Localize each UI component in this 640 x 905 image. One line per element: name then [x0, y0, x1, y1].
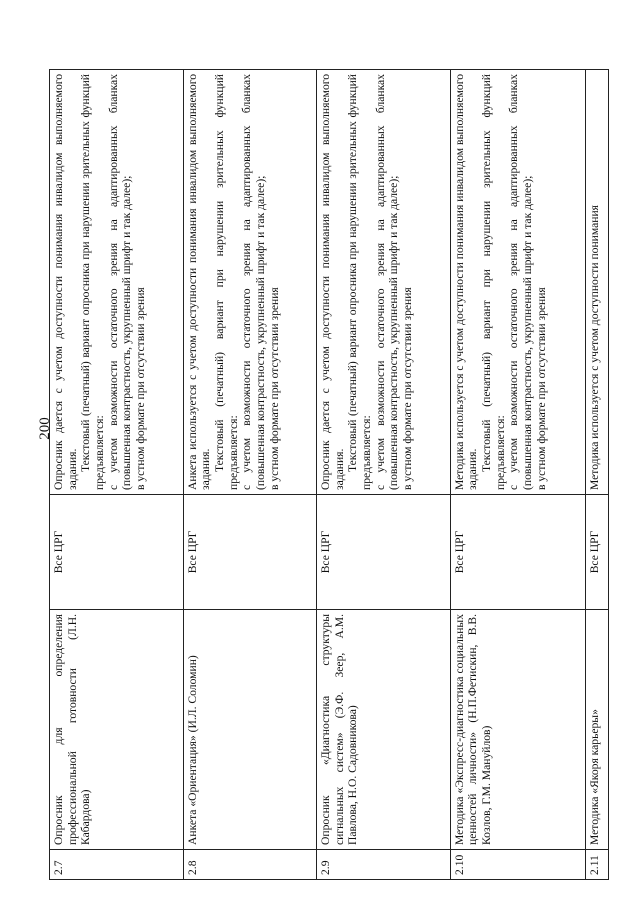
- row-number: 2.11: [586, 850, 609, 880]
- row-number: 2.8: [183, 850, 317, 880]
- description-line: с учетом возможности остаточного зрения на адаптированных бланках (повышенная контрастность, укрупненный шрифт и так далее);: [106, 74, 134, 490]
- description-line: Текстовый (печатный) вариант при нарушении зрительных функций предъявляется:: [479, 74, 507, 490]
- description-line: в устном формате при отсутствии зрения: [534, 287, 548, 490]
- methods-table-wrapper: [49, 70, 609, 880]
- description-line: Текстовый (печатный) вариант опросника при нарушении зрительных функций предъявляется:: [79, 74, 107, 490]
- method-description: [586, 70, 609, 495]
- methods-table: [49, 69, 609, 880]
- row-number: 2.9: [317, 850, 451, 880]
- table-row: [50, 70, 184, 880]
- method-name: Методика «Экспресс-диагностика социальных ценностей личности» (Н.П.Фетискин, В.В. Козлов, Г.М. Мануйлов): [450, 610, 586, 850]
- row-number: 2.10: [450, 850, 586, 880]
- target-group: Все ЦРГ: [183, 495, 317, 610]
- description-line: Методика используется с учетом доступности понимания: [588, 204, 602, 490]
- description-line: Текстовый (печатный) вариант при нарушении зрительных функций предъявляется:: [212, 74, 240, 490]
- target-group: Все ЦРГ: [450, 495, 586, 610]
- description-line: Анкета используется с учетом доступности понимания инвалидом выполняемого задания.: [185, 74, 213, 490]
- method-name: Методика «Якоря карьеры»: [586, 610, 609, 850]
- description-line: Опросник дается с учетом доступности понимания инвалидом выполняемого задания.: [52, 74, 79, 490]
- description-line: с учетом возможности остаточного зрения на адаптированных бланках (повышенная контрастность, укрупненный шрифт и так далее);: [507, 74, 534, 490]
- description-line: в устном формате при отсутствии зрения: [134, 287, 148, 490]
- description-line: в устном формате при отсутствии зрения: [267, 287, 281, 490]
- method-name: Опросник для определения профессиональной готовности (Л.Н. Кабардова): [50, 610, 184, 850]
- page-number: 200: [36, 417, 53, 440]
- description-line: Методика используется с учетом доступности понимания инвалидом выполняемого задания.: [452, 74, 480, 490]
- method-description: [317, 70, 451, 495]
- table-row: [317, 70, 451, 880]
- description-line: с учетом возможности остаточного зрения на адаптированных бланках (повышенная контрастность, укрупненный шрифт и так далее);: [373, 74, 401, 490]
- target-group: Все ЦРГ: [317, 495, 451, 610]
- description-line: Текстовый (печатный) вариант опросника при нарушении зрительных функций предъявляется:: [346, 74, 374, 490]
- method-name: Опросник «Диагностика структуры сигнальных систем» (Э.Ф. Зеер, А.М. Павлова, Н.О. Садовникова): [317, 610, 451, 850]
- description-line: с учетом возможности остаточного зрения на адаптированных бланках (повышенная контрастность, укрупненный шрифт и так далее);: [240, 74, 267, 490]
- table-row: [586, 70, 609, 880]
- table-row: [183, 70, 317, 880]
- method-name: Анкета «Ориентация» (И.Л. Соломин): [183, 610, 317, 850]
- description-line: в устном формате при отсутствии зрения: [401, 287, 415, 490]
- target-group: Все ЦРГ: [50, 495, 184, 610]
- row-number: 2.7: [50, 850, 184, 880]
- method-description: [450, 70, 586, 495]
- table-row: [450, 70, 586, 880]
- method-description: [50, 70, 184, 495]
- target-group: Все ЦРГ: [586, 495, 609, 610]
- method-description: [183, 70, 317, 495]
- description-line: Опросник дается с учетом доступности понимания инвалидом выполняемого задания.: [319, 74, 346, 490]
